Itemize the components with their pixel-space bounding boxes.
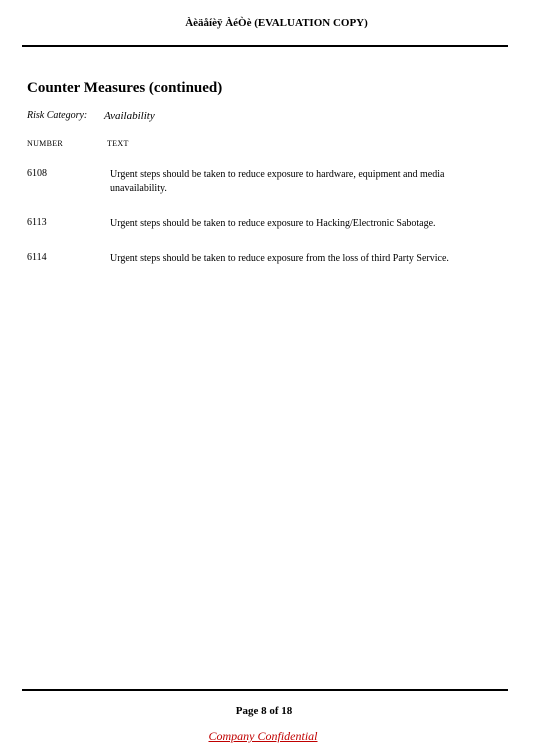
row-text: Urgent steps should be taken to reduce exposure to hardware, equipment and media unavailability. xyxy=(110,169,445,194)
page-number: Page 8 of 18 xyxy=(235,705,293,717)
column-header-text: TEXT xyxy=(107,139,129,148)
header-divider xyxy=(22,45,508,47)
row-number: 6113 xyxy=(27,217,47,228)
risk-category-label: Risk Category: xyxy=(27,110,88,121)
header-title: Àèäåíèÿ ÀéÒè (EVALUATION COPY) xyxy=(185,17,368,29)
row-text: Urgent steps should be taken to reduce exposure to Hacking/Electronic Sabotage. xyxy=(110,218,436,229)
section-title: Counter Measures (continued) xyxy=(27,80,223,96)
confidential-notice[interactable]: Company Confidential xyxy=(208,729,318,743)
risk-category-value: Availability xyxy=(104,110,155,122)
row-number: 6114 xyxy=(27,252,47,263)
row-number: 6108 xyxy=(27,168,47,179)
footer-divider xyxy=(22,689,508,691)
column-header-number: NUMBER xyxy=(27,139,64,148)
row-text: Urgent steps should be taken to reduce exposure from the loss of third Party Service. xyxy=(110,253,449,264)
